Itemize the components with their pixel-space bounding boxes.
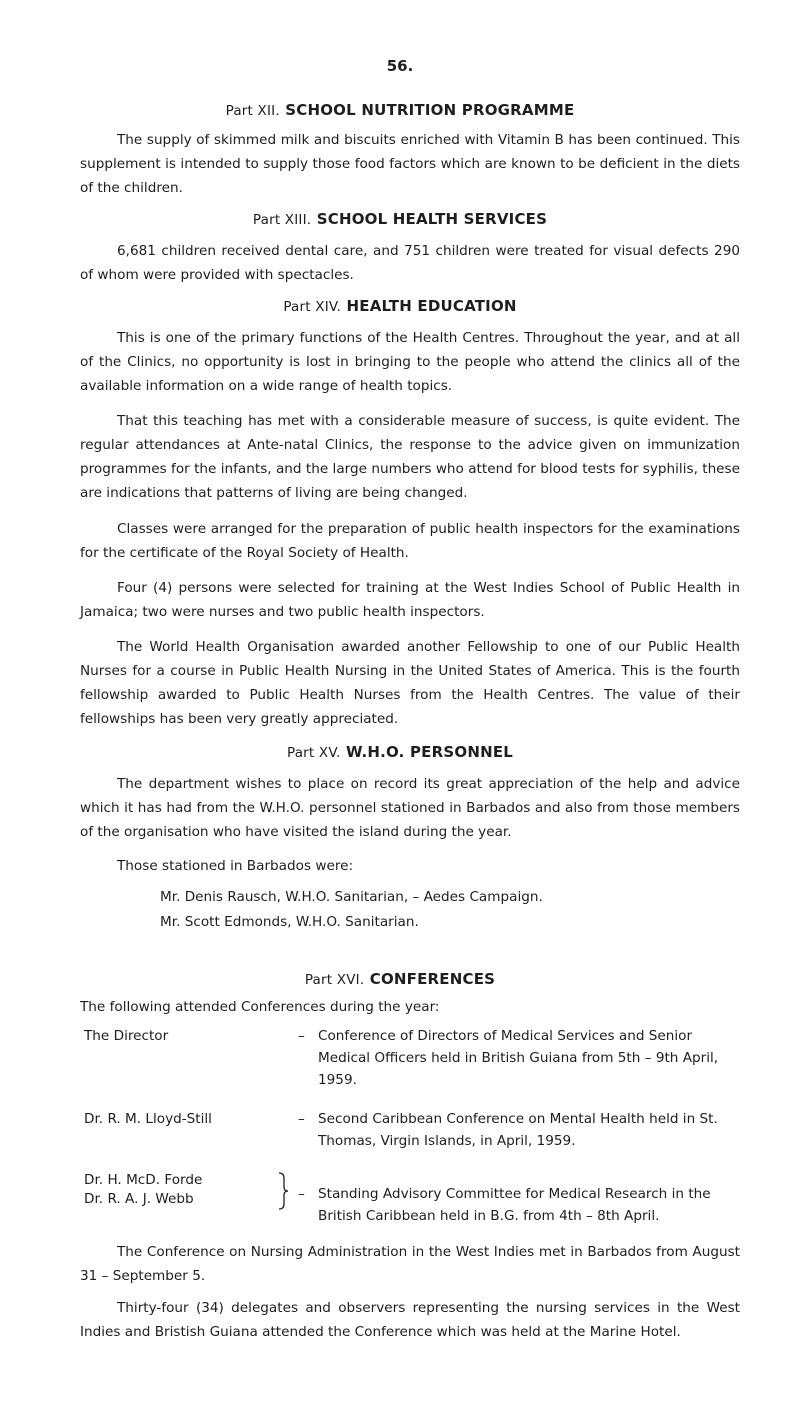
- paragraph: This is one of the primary functions of the Health Centres. Throughout the year, and at all of the Clinics, no opportunity is lost in bringing to the people who attend the clinics all of the available information on a wide range of health topics.: [80, 330, 740, 394]
- conference-description: Second Caribbean Conference on Mental Health held in St. Thomas, Virgin Islands, in April, 1959.: [318, 1111, 718, 1149]
- conference-attendee: The Director: [84, 1028, 169, 1044]
- heading-school-nutrition: [0, 101, 800, 119]
- part-number: Part XVI.: [304, 972, 365, 988]
- section-title: SCHOOL HEALTH SERVICES: [316, 210, 548, 228]
- paragraph: Those stationed in Barbados were:: [117, 858, 354, 874]
- section-title: HEALTH EDUCATION: [346, 297, 517, 315]
- right-brace-icon: [277, 1172, 289, 1210]
- dash-separator: –: [298, 1186, 305, 1202]
- staff-entry: Mr. Scott Edmonds, W.H.O. Sanitarian.: [160, 914, 419, 930]
- paragraph: The World Health Organisation awarded another Fellowship to one of our Public Health Nurses for a course in Public Health Nursing in the United States of America. This is the fourth fellowship awarded to Public Health Nurses from the Health Centres. The value of their fellowships has been very greatly appreciated.: [80, 639, 740, 727]
- paragraph: Classes were arranged for the preparation of public health inspectors for the examinations for the certificate of the Royal Society of Health.: [80, 521, 740, 561]
- dash-separator: –: [298, 1111, 305, 1127]
- part-number: Part XIII.: [252, 212, 312, 228]
- paragraph: 6,681 children received dental care, and 751 children were treated for visual defects 290 of whom were provided with spectacles.: [80, 243, 740, 283]
- conference-attendee: Dr. R. M. Lloyd-Still: [84, 1111, 212, 1127]
- conference-attendee: Dr. H. McD. Forde: [84, 1172, 203, 1188]
- heading-conferences: [0, 970, 800, 988]
- part-number: Part XV.: [286, 745, 341, 761]
- section-title: CONFERENCES: [369, 970, 496, 988]
- section-title: SCHOOL NUTRITION PROGRAMME: [285, 101, 575, 119]
- conference-description: Conference of Directors of Medical Services and Senior Medical Officers held in British Guiana from 5th – 9th April, 1959.: [318, 1028, 719, 1088]
- dash-separator: –: [298, 1028, 305, 1044]
- heading-school-health-services: [0, 210, 800, 228]
- staff-entry: Mr. Denis Rausch, W.H.O. Sanitarian, – Aedes Campaign.: [160, 889, 543, 905]
- conference-description: Standing Advisory Committee for Medical Research in the British Caribbean held in B.G. from 4th – 8th April.: [318, 1186, 711, 1224]
- page-number: 56.: [386, 57, 414, 75]
- part-number: Part XIV.: [283, 299, 342, 315]
- heading-who-personnel: [0, 743, 800, 761]
- paragraph: The department wishes to place on record its great appreciation of the help and advice which it has had from the W.H.O. personnel stationed in Barbados and also from those members of the organisation who have visited the island during the year.: [80, 776, 740, 840]
- conference-attendee: Dr. R. A. J. Webb: [84, 1191, 194, 1207]
- heading-health-education: [0, 297, 800, 315]
- part-number: Part XII.: [225, 103, 280, 119]
- section-title: W.H.O. PERSONNEL: [345, 743, 514, 761]
- paragraph: The Conference on Nursing Administration in the West Indies met in Barbados from August 31 – September 5.: [80, 1244, 740, 1284]
- paragraph: Four (4) persons were selected for training at the West Indies School of Public Health in Jamaica; two were nurses and two public health inspectors.: [80, 580, 740, 620]
- paragraph: Thirty-four (34) delegates and observers representing the nursing services in the West Indies and Bristish Guiana attended the Conference which was held at the Marine Hotel.: [80, 1300, 740, 1340]
- paragraph: The following attended Conferences during the year:: [80, 999, 440, 1015]
- paragraph: That this teaching has met with a considerable measure of success, is quite evident. The regular attendances at Ante-natal Clinics, the response to the advice given on immunization programmes for the infants, and the large numbers who attend for blood tests for syphilis, these are indications that patterns of living are being changed.: [80, 413, 740, 501]
- paragraph: The supply of skimmed milk and biscuits enriched with Vitamin B has been continued. This supplement is intended to supply those food factors which are known to be deficient in the diets of the children.: [80, 132, 740, 196]
